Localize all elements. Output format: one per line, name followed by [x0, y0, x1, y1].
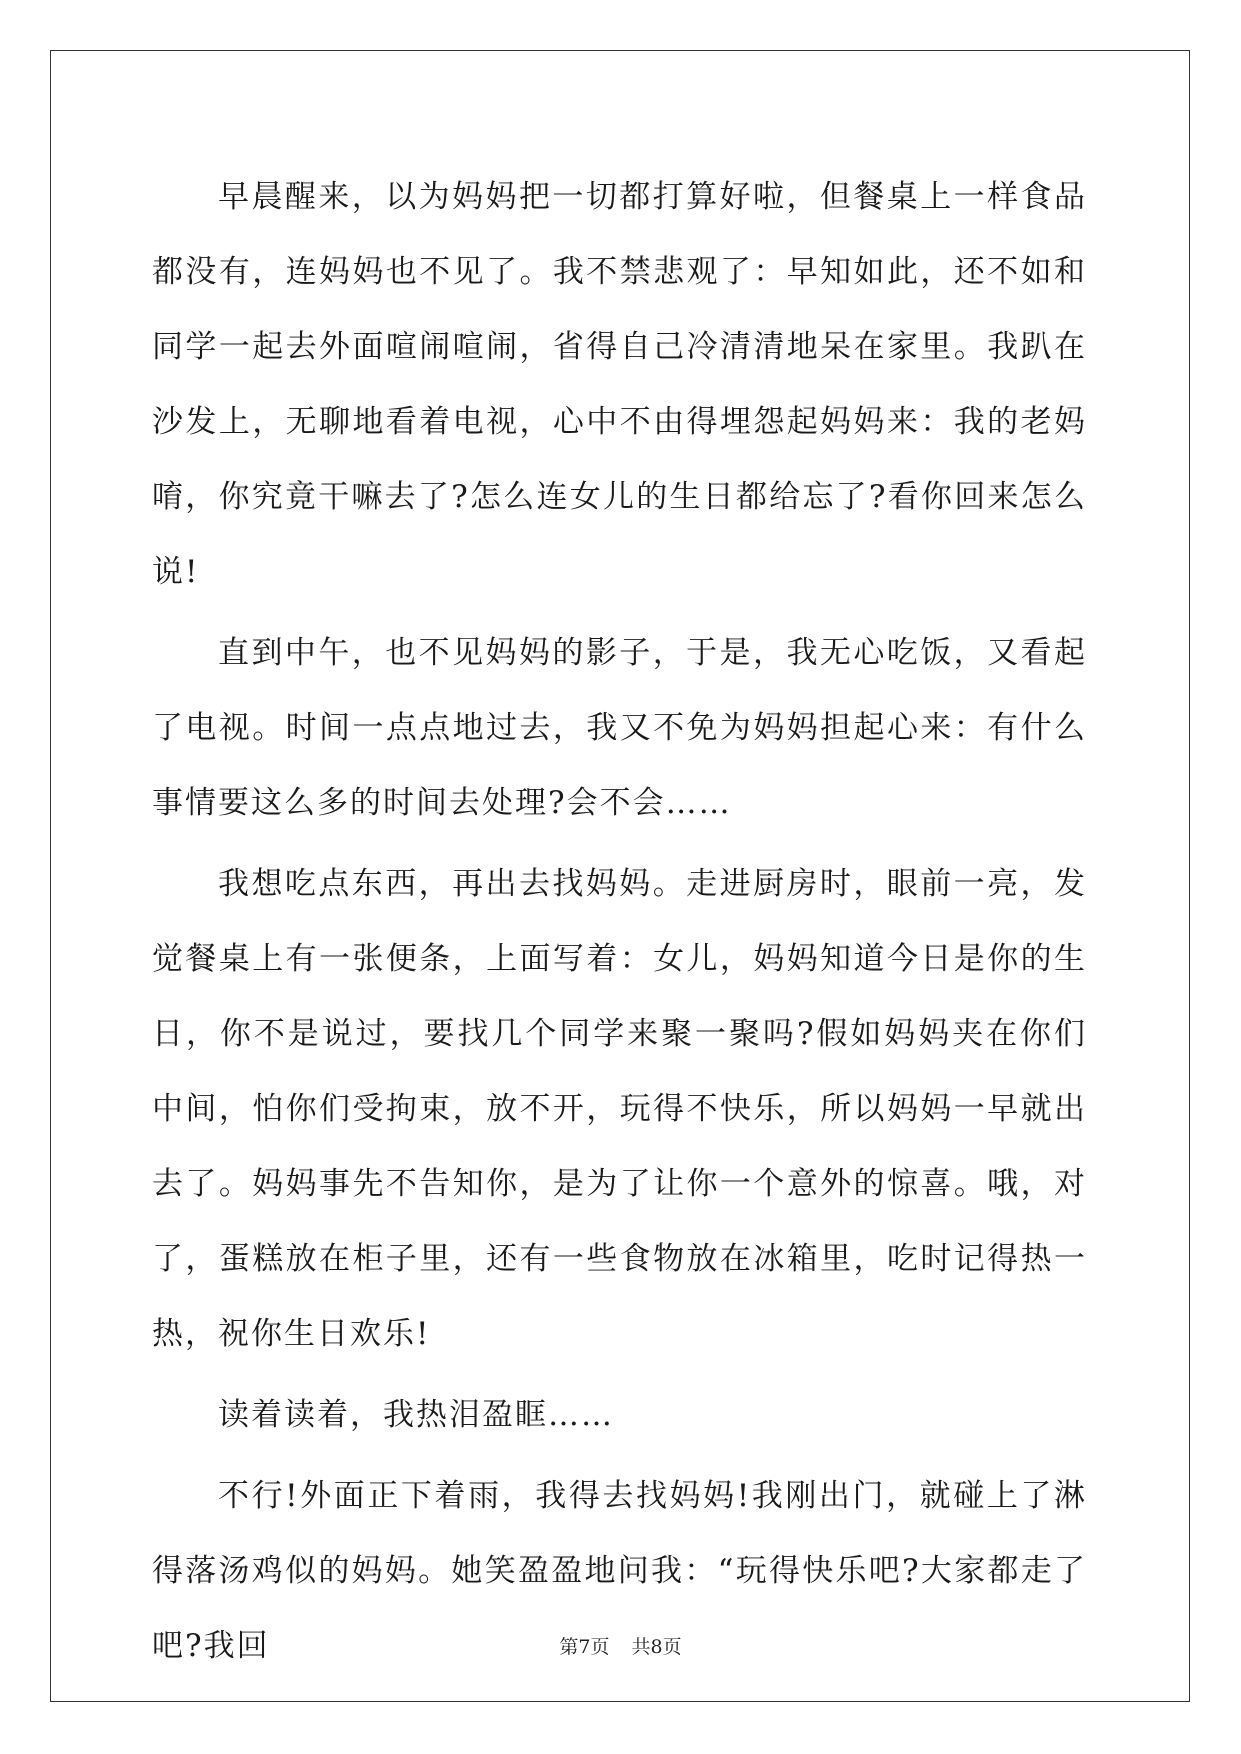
paragraph-4: 读着读着，我热泪盈眶……: [218, 1397, 614, 1433]
document-body: [152, 160, 1087, 1690]
page-footer: [0, 1632, 1241, 1659]
paragraph-2: 直到中午，也不见妈妈的影子，于是，我无心吃饭，又看起了电视。时间一点点地过去，我又不免为妈妈担起心来：有什么事情要这么多的时间去处理?会不会……: [152, 635, 1087, 821]
paragraph-1: 早晨醒来，以为妈妈把一切都打算好啦，但餐桌上一样食品都没有，连妈妈也不见了。我不禁悲观了：早知如此，还不如和同学一起去外面喧闹喧闹，省得自己冷清清地呆在家里。我趴在沙发上，无聊地看着电视，心中不由得埋怨起妈妈来：我的老妈唷，你究竟干嘛去了?怎么连女儿的生日都给忘了?看你回来怎么说!: [152, 179, 1087, 590]
page-number: 第7页: [559, 1636, 610, 1658]
paragraph-3: 我想吃点东西，再出去找妈妈。走进厨房时，眼前一亮，发觉餐桌上有一张便条，上面写着：女儿，妈妈知道今日是你的生日，你不是说过，要找几个同学来聚一聚吗?假如妈妈夹在你们中间，怕你们受拘束，放不开，玩得不快乐，所以妈妈一早就出去了。妈妈事先不告知你，是为了让你一个意外的惊喜。哦，对了，蛋糕放在柜子里，还有一些食物放在冰箱里，吃时记得热一热，祝你生日欢乐!: [152, 866, 1087, 1352]
page-total: 共8页: [631, 1636, 682, 1658]
paragraph-5: 不行!外面正下着雨，我得去找妈妈!我刚出门，就碰上了淋得落汤鸡似的妈妈。她笑盈盈地问我：“玩得快乐吧?大家都走了吧?我回: [152, 1478, 1087, 1664]
